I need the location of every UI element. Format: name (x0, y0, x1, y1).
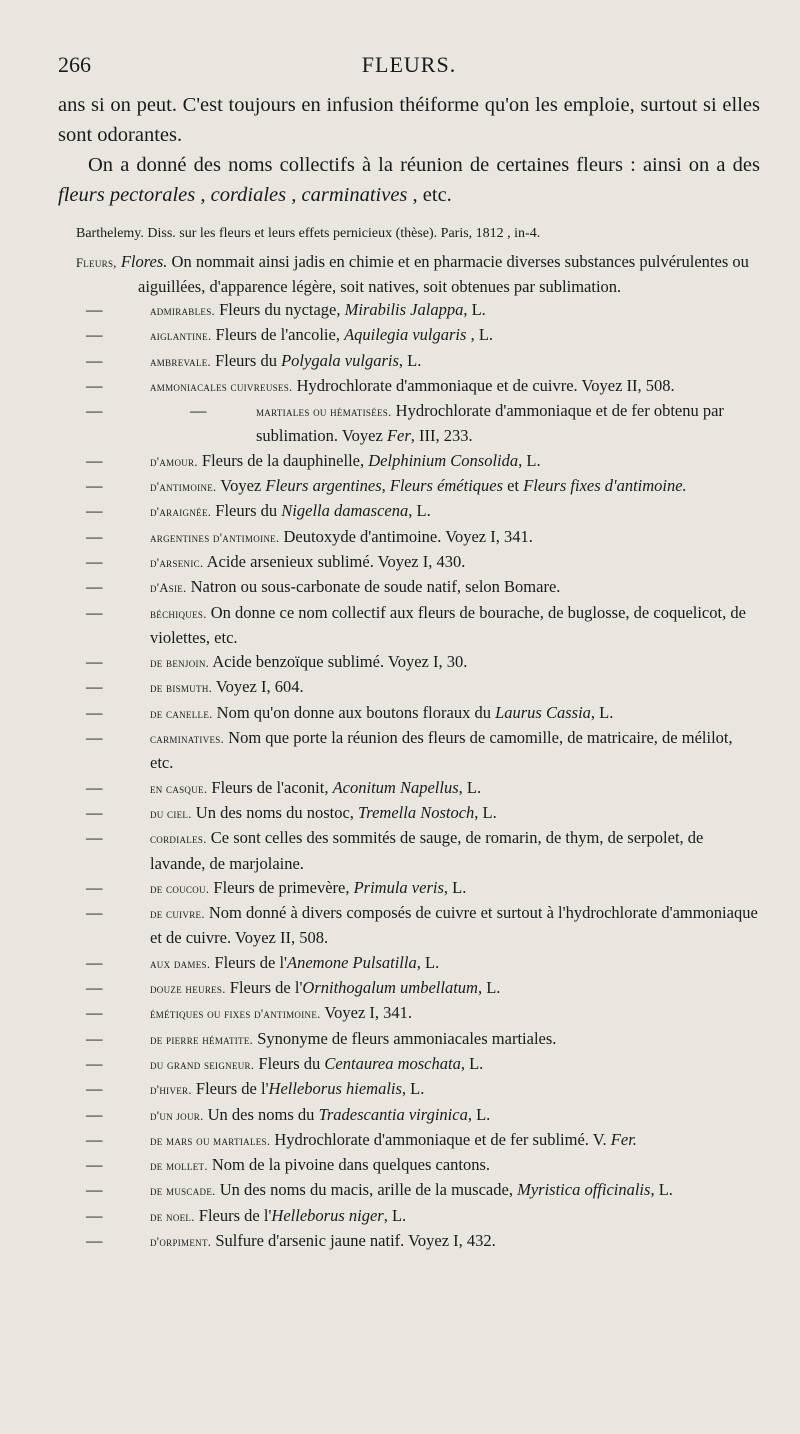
entry-term: du ciel. (150, 806, 192, 821)
list-item (58, 976, 760, 1001)
entry-text: , L. (463, 300, 486, 319)
list-item (58, 575, 760, 600)
entry-text: Un des noms du (203, 1104, 319, 1124)
entry-italic: Fleurs fixes d'antimoine. (523, 476, 687, 496)
entry-italic: Anemone Pulsatilla (287, 952, 417, 972)
entry-text: , L. (466, 325, 494, 345)
entry-text: Nom de la pivoine dans quelques cantons. (207, 1155, 491, 1175)
entry-text: Un des noms du nostoc, (191, 802, 359, 822)
entry-text: Fleurs du nyctage, (214, 300, 345, 319)
entry-dash: — (86, 476, 103, 496)
list-item (58, 901, 760, 951)
entry-term: de pierre hématite. (150, 1032, 254, 1047)
entry-italic: Centaurea moschata (324, 1053, 461, 1073)
entry-italic: Primula veris (353, 877, 444, 897)
entry-italic: Ornithogalum umbellatum (302, 978, 478, 998)
list-item (58, 1153, 760, 1178)
entry-italic: Tremella Nostoch (358, 802, 475, 822)
entry-dash: — (86, 952, 103, 972)
entry-term: d'un jour. (150, 1108, 204, 1123)
entry-term: de mollet. (150, 1159, 208, 1174)
list-item (58, 801, 760, 826)
list-item (58, 374, 760, 399)
entry-text: Fleurs de l' (210, 952, 288, 972)
entry-term: de cuivre. (150, 907, 205, 922)
entry-italic: Aconitum Napellus (332, 777, 459, 797)
entry-text: Fleurs du (254, 1053, 325, 1073)
entry-dash: — (86, 652, 103, 672)
intro-text (58, 90, 760, 210)
entry-text: , III, 233. (410, 426, 473, 446)
entry-text: Acide arsenieux sublimé. Voyez I, 430. (203, 551, 466, 571)
entry-text: , L. (458, 777, 482, 797)
entry-dash: — (86, 702, 103, 722)
entry-italic: Tradescantia virginica (318, 1104, 468, 1124)
main-entry-head: Fleurs, (76, 256, 117, 270)
entry-term: de muscade. (150, 1184, 216, 1199)
entry-term: de canelle. (150, 706, 213, 721)
entry-dash: — (86, 728, 103, 748)
entry-text: , L. (474, 802, 497, 822)
page-number: 266 (58, 52, 91, 77)
entry-text: Fleurs du (211, 501, 282, 521)
list-item (58, 499, 760, 524)
page-header (58, 52, 760, 78)
list-item (58, 601, 760, 651)
entry-text: Fleurs de l'aconit, (207, 777, 333, 797)
entry-italic: Laurus Cassia (495, 702, 591, 722)
list-item (58, 1027, 760, 1052)
entry-italic: Myristica officinalis (517, 1180, 651, 1200)
entry-dash: — (86, 375, 103, 395)
list-item (58, 449, 760, 474)
list-item (58, 826, 760, 876)
main-entry (58, 250, 760, 298)
intro-p2-end: , etc. (407, 184, 452, 206)
entry-italic: Fer (386, 426, 411, 446)
entry-text: Fleurs de primevère, (209, 877, 354, 897)
entry-italic: Fleurs argentines, Fleurs émétiques (265, 476, 504, 496)
entry-text: et (503, 476, 524, 496)
list-item (58, 550, 760, 575)
list-item (58, 701, 760, 726)
list-item (58, 1052, 760, 1077)
entry-italic: Delphinium Consolida (368, 450, 519, 470)
list-item (58, 349, 760, 374)
entry-italic: Mirabilis Jalappa (344, 300, 464, 319)
list-item (58, 951, 760, 976)
entry-dash: — (86, 1079, 103, 1099)
entry-term: de benjoin. (150, 656, 210, 671)
entry-term: béchiques. (150, 606, 207, 621)
main-entry-text: On nommait ainsi jadis en chimie et en pharmacie diverses substances pulvérulentes ou aiguillées, d'apparence légère, soit natives, soit obtenues par sublimation. (138, 252, 749, 296)
entry-italic: Helleborus hiemalis (268, 1079, 402, 1099)
entry-text: , L. (398, 350, 422, 370)
entry-term: de noel. (150, 1209, 195, 1224)
entry-text: Fleurs de l' (194, 1205, 272, 1225)
entry-text: Ce sont celles des sommités de sauge, de romarin, de thym, de serpolet, de lavande, de marjolaine. (150, 828, 704, 873)
entry-text: , L. (518, 450, 541, 470)
entry-dash: — (86, 401, 103, 421)
entry-term: aiglantine. (150, 329, 212, 344)
entry-italic: Fer. (610, 1129, 637, 1149)
list-item (58, 1103, 760, 1128)
entry-term: ambrevale. (150, 354, 211, 369)
list-item (58, 1204, 760, 1229)
entry-term: d'amour. (150, 454, 198, 469)
entry-term: d'orpiment. (150, 1234, 212, 1249)
main-entry-latin: Flores. (120, 252, 168, 271)
entry-italic: Polygala vulgaris (281, 350, 399, 370)
entry-text: , L. (408, 501, 431, 521)
entry-text: Synonyme de fleurs ammoniacales martiales. (253, 1028, 557, 1048)
entry-term: d'antimoine. (150, 480, 217, 495)
entry-term: de coucou. (150, 881, 210, 896)
entry-text: Voyez I, 341. (320, 1003, 413, 1023)
entry-term: martiales ou hématisées. (256, 405, 392, 420)
list-item (58, 650, 760, 675)
entry-dash: — (86, 1230, 103, 1250)
entry-term: carminatives. (150, 732, 225, 747)
entry-dash: — (86, 777, 103, 797)
entry-dash: — (86, 1003, 103, 1023)
entry-term: ammoniacales cuivreuses. (150, 379, 293, 394)
entry-text: Sulfure d'arsenic jaune natif. Voyez I, 432. (211, 1230, 496, 1250)
entry-dash: — (86, 1028, 103, 1048)
entry-text: , L. (650, 1180, 673, 1200)
entry-text: Voyez (216, 476, 266, 496)
entry-text: Hydrochlorate d'ammoniaque et de fer obtenu par sublimation. Voyez (256, 401, 724, 446)
list-item (58, 474, 760, 499)
entry-italic: Helleborus niger (271, 1205, 384, 1225)
entry-dash: — (86, 1155, 103, 1175)
entry-dash: — (86, 978, 103, 998)
entry-dash: — (86, 877, 103, 897)
entry-text: , L. (477, 978, 501, 998)
intro-paragraph-1: ans si on peut. C'est toujours en infusion théiforme qu'on les emploie, surtout si elles sont odorantes. (58, 94, 760, 146)
entry-term: aux dames. (150, 956, 211, 971)
entry-dash: — (86, 903, 103, 923)
entry-text: , L. (443, 877, 467, 897)
entry-dash: — (86, 551, 103, 571)
list-item (58, 1128, 760, 1153)
entry-term: émétiques ou fixes d'antimoine. (150, 1007, 321, 1022)
list-item (58, 1001, 760, 1026)
entry-dash: — (86, 1053, 103, 1073)
entry-text: , L. (460, 1053, 484, 1073)
intro-paragraph-2 (58, 150, 760, 210)
entry-text: Fleurs de l' (191, 1079, 269, 1099)
entry-term: d'araignée. (150, 505, 212, 520)
entry-text: , L. (416, 952, 440, 972)
entry-dash: — (86, 1180, 103, 1200)
entry-text: Acide benzoïque sublimé. Voyez I, 30. (209, 652, 468, 672)
entry-term: douze heures. (150, 982, 226, 997)
entry-dash: — (86, 325, 103, 345)
list-item (58, 675, 760, 700)
entry-term: argentines d'antimoine. (150, 530, 280, 545)
entry-term: d'Asie. (150, 581, 187, 596)
entry-text: Hydrochlorate d'ammoniaque et de cuivre. Voyez II, 508. (292, 375, 675, 395)
entry-text: , L. (590, 702, 614, 722)
entry-text: Un des noms du macis, arille de la muscade, (215, 1180, 518, 1200)
entry-term: de bismuth. (150, 681, 213, 696)
entry-text: Nom que porte la réunion des fleurs de camomille, de matricaire, de mélilot, etc. (150, 728, 733, 773)
entry-term: en casque. (150, 781, 208, 796)
list-item (58, 1178, 760, 1203)
list-item (58, 399, 760, 449)
citation: Barthelemy. Diss. sur les fleurs et leurs effets pernicieux (thèse). Paris, 1812 , in-4. (76, 226, 541, 241)
entry-term: cordiales. (150, 832, 207, 847)
entry-dash: — (190, 401, 207, 421)
entry-dash: — (86, 501, 103, 521)
entry-text: Voyez I, 604. (212, 677, 304, 697)
entry-text: Fleurs de l'ancolie, (211, 325, 345, 345)
running-title: FLEURS. (361, 52, 457, 77)
list-item (58, 323, 760, 348)
entry-text: , L. (467, 1104, 491, 1124)
entry-dash: — (86, 602, 103, 622)
entry-term: d'hiver. (150, 1083, 192, 1098)
list-item (58, 776, 760, 801)
list-item (58, 726, 760, 776)
entry-text: Nom donné à divers composés de cuivre et surtout à l'hydrochlorate d'ammoniaque et de cuivre. Voyez II, 508. (150, 903, 758, 948)
intro-p2-italic: fleurs pectorales , cordiales , carminatives (58, 184, 408, 206)
entry-dash: — (86, 1104, 103, 1124)
entry-dash: — (86, 300, 103, 319)
entry-text: Fleurs du (210, 350, 282, 370)
entry-term: admirables. (150, 304, 215, 318)
entry-italic: Nigella damascena (281, 501, 409, 521)
entry-italic: Aquilegia vulgaris (344, 325, 467, 345)
entry-list (58, 298, 760, 1254)
entry-text: Nom qu'on donne aux boutons floraux du (212, 702, 496, 722)
entry-dash: — (86, 350, 103, 370)
entry-dash: — (86, 1129, 103, 1149)
entry-term: d'arsenic. (150, 555, 204, 570)
entry-term: du grand seigneur. (150, 1057, 255, 1072)
list-item (58, 525, 760, 550)
list-item (58, 876, 760, 901)
entry-text: , L. (383, 1205, 407, 1225)
entry-text: Natron ou sous-carbonate de soude natif, selon Bomare. (186, 577, 561, 597)
entry-text: Deutoxyde d'antimoine. Voyez I, 341. (279, 526, 533, 546)
list-item (58, 1077, 760, 1102)
entry-dash: — (86, 526, 103, 546)
entry-term: de mars ou martiales. (150, 1133, 271, 1148)
entry-dash: — (86, 577, 103, 597)
entry-text: , L. (401, 1079, 425, 1099)
intro-p2-start: On a donné des noms collectifs à la réunion de certaines fleurs : ainsi on a des (88, 154, 760, 176)
entry-text: On donne ce nom collectif aux fleurs de bourache, de buglosse, de coquelicot, de violettes, etc. (150, 602, 746, 647)
list-item (58, 298, 760, 323)
entry-text: Hydrochlorate d'ammoniaque et de fer sublimé. V. (270, 1129, 611, 1149)
entry-dash: — (86, 802, 103, 822)
entry-text: Fleurs de l' (225, 978, 303, 998)
entry-dash: — (86, 828, 103, 848)
entry-text: Fleurs de la dauphinelle, (197, 450, 369, 470)
entry-dash: — (86, 450, 103, 470)
entry-dash: — (86, 1205, 103, 1225)
entry-dash: — (86, 677, 103, 697)
list-item (58, 1229, 760, 1254)
